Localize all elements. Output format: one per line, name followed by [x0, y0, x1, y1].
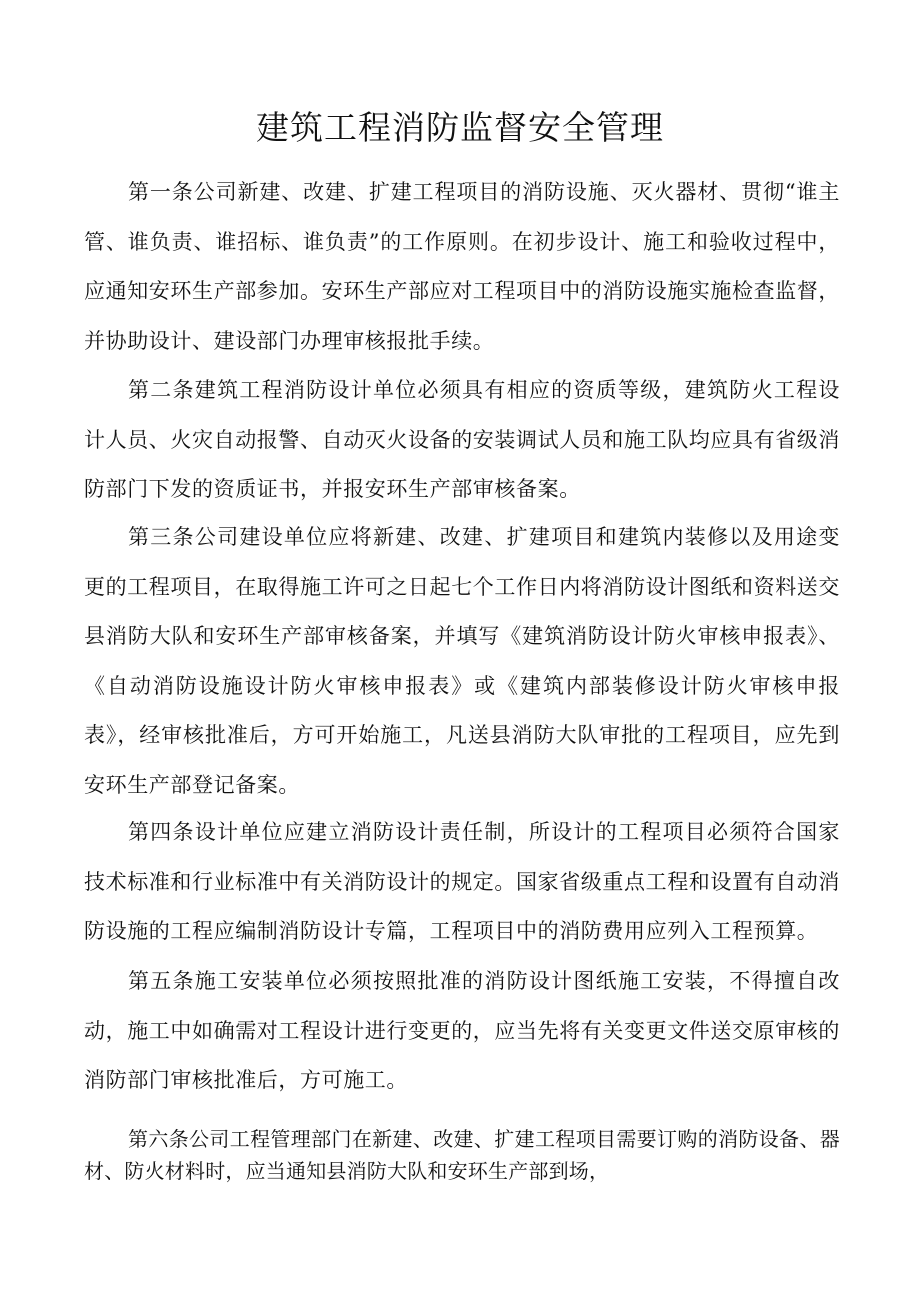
document-title: 建筑工程消防监督安全管理: [256, 108, 664, 147]
paragraph-article-5: 第五条施工安装单位必须按照批准的消防设计图纸施工安装，不得擅自改动，施工中如确需对工程设计进行变更的，应当先将有关变更文件送交原审核的消防部门审核批准后，方可施工。: [84, 969, 840, 1092]
paragraph-article-3: 第三条公司建设单位应将新建、改建、扩建项目和建筑内装修以及用途变更的工程项目，在取得施工许可之日起七个工作日内将消防设计图纸和资料送交县消防大队和安环生产部审核备案，并填写《建筑消防设计防火审核申报表》、《自动消防设施设计防火审核申报表》或《建筑内部装修设计防火审核申报表》，经审核批准后，方可开始施工，凡送县消防大队审批的工程项目，应先到安环生产部登记备案。: [84, 525, 840, 797]
paragraph-article-2: 第二条建筑工程消防设计单位必须具有相应的资质等级，建筑防火工程设计人员、火灾自动报警、自动灭火设备的安装调试人员和施工队均应具有省级消防部门下发的资质证书，并报安环生产部审核备案。: [84, 378, 840, 501]
paragraph-article-6: 第六条公司工程管理部门在新建、改建、扩建工程项目需要订购的消防设备、器材、防火材料时，应当通知县消防大队和安环生产部到场，: [84, 1127, 840, 1183]
paragraph-article-4: 第四条设计单位应建立消防设计责任制，所设计的工程项目必须符合国家技术标准和行业标准中有关消防设计的规定。国家省级重点工程和设置有自动消防设施的工程应编制消防设计专篇，工程项目中的消防费用应列入工程预算。: [84, 820, 840, 943]
paragraph-article-1: 第一条公司新建、改建、扩建工程项目的消防设施、灭火器材、贯彻“谁主管、谁负责、谁招标、谁负责”的工作原则。在初步设计、施工和验收过程中，应通知安环生产部参加。安环生产部应对工程项目中的消防设施实施检查监督，并协助设计、建设部门办理审核报批手续。: [84, 180, 840, 353]
